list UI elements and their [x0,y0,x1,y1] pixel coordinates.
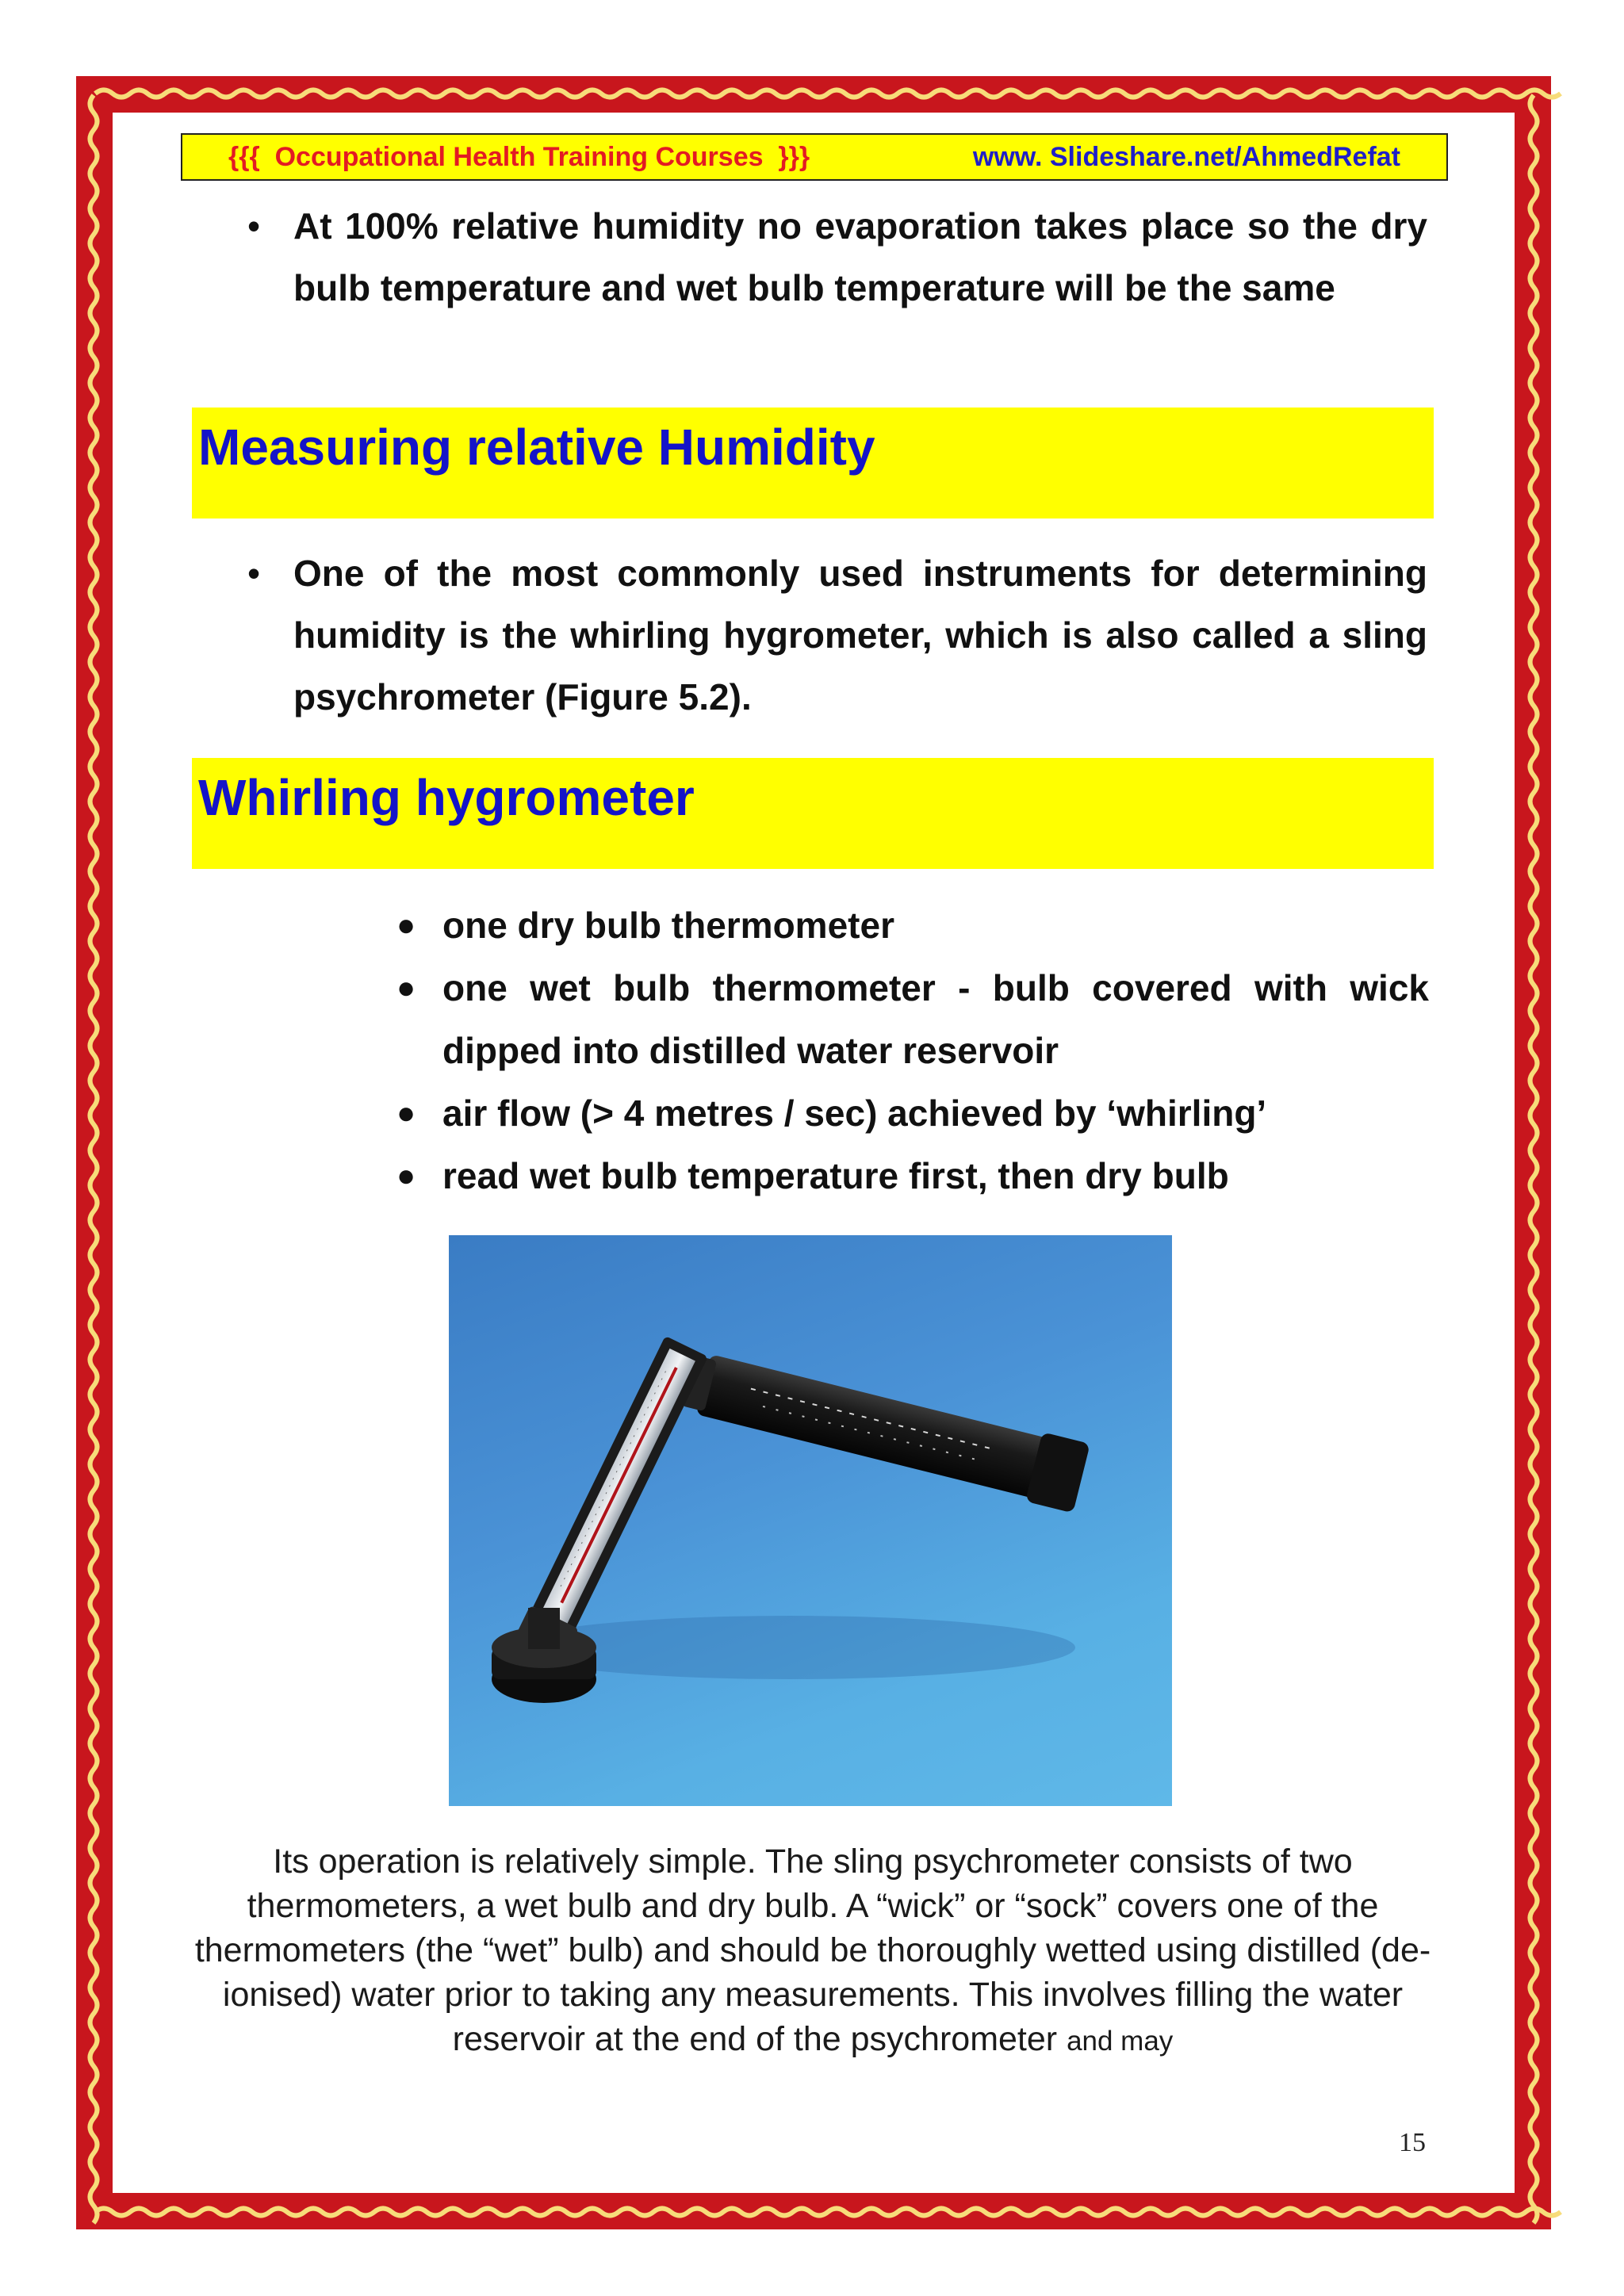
bullet-dot-icon: ● [396,1096,416,1131]
list-item: ● air flow (> 4 metres / sec) achieved by ‘whirling’ [442,1082,1429,1145]
list-item: ● read wet bulb temperature first, then dry bulb [442,1145,1429,1207]
sling-psychrometer-photo [449,1235,1172,1806]
section-heading-measuring: Measuring relative Humidity [192,408,1434,519]
header-course-title: {{{ Occupational Health Training Courses }}} [228,142,810,172]
list-item: ● one dry bulb thermometer [442,894,1429,957]
list-item: ● one wet bulb thermometer - bulb covered with wick dipped into distilled water reservoir [442,957,1429,1082]
operation-paragraph: Its operation is relatively simple. The sling psychrometer consists of two thermometers, a wet bulb and dry bulb. A “wick” or “sock” covers one of the thermometers (the “wet” bulb) and should be thoroughly wetted using distilled (de-ionised) water prior to taking any measurements. This involves filling the water reservoir at the end of the psychrometer and may [194,1843,1431,2058]
intro-bullet: • At 100% relative humidity no evaporation takes place so the dry bulb temperature and wet bulb temperature will be the same [293,195,1427,319]
section1-bullet: • One of the most commonly used instruments for determining humidity is the whirling hygrometer, which is also called a sling psychrometer (Figure 5.2). [293,542,1427,728]
header-website-link[interactable]: www. Slideshare.net/AhmedRefat [972,142,1400,172]
bullet-icon: • [247,205,261,247]
page-number: 15 [1399,2128,1426,2157]
bullet-dot-icon: ● [396,908,416,943]
bullet-dot-icon: ● [396,970,416,1005]
hygrometer-feature-list [396,894,1429,1207]
section-heading-whirling: Whirling hygrometer [192,758,1434,869]
bullet-dot-icon: ● [396,1158,416,1193]
psychrometer-illustration [449,1235,1172,1806]
bullet-icon: • [247,553,261,594]
